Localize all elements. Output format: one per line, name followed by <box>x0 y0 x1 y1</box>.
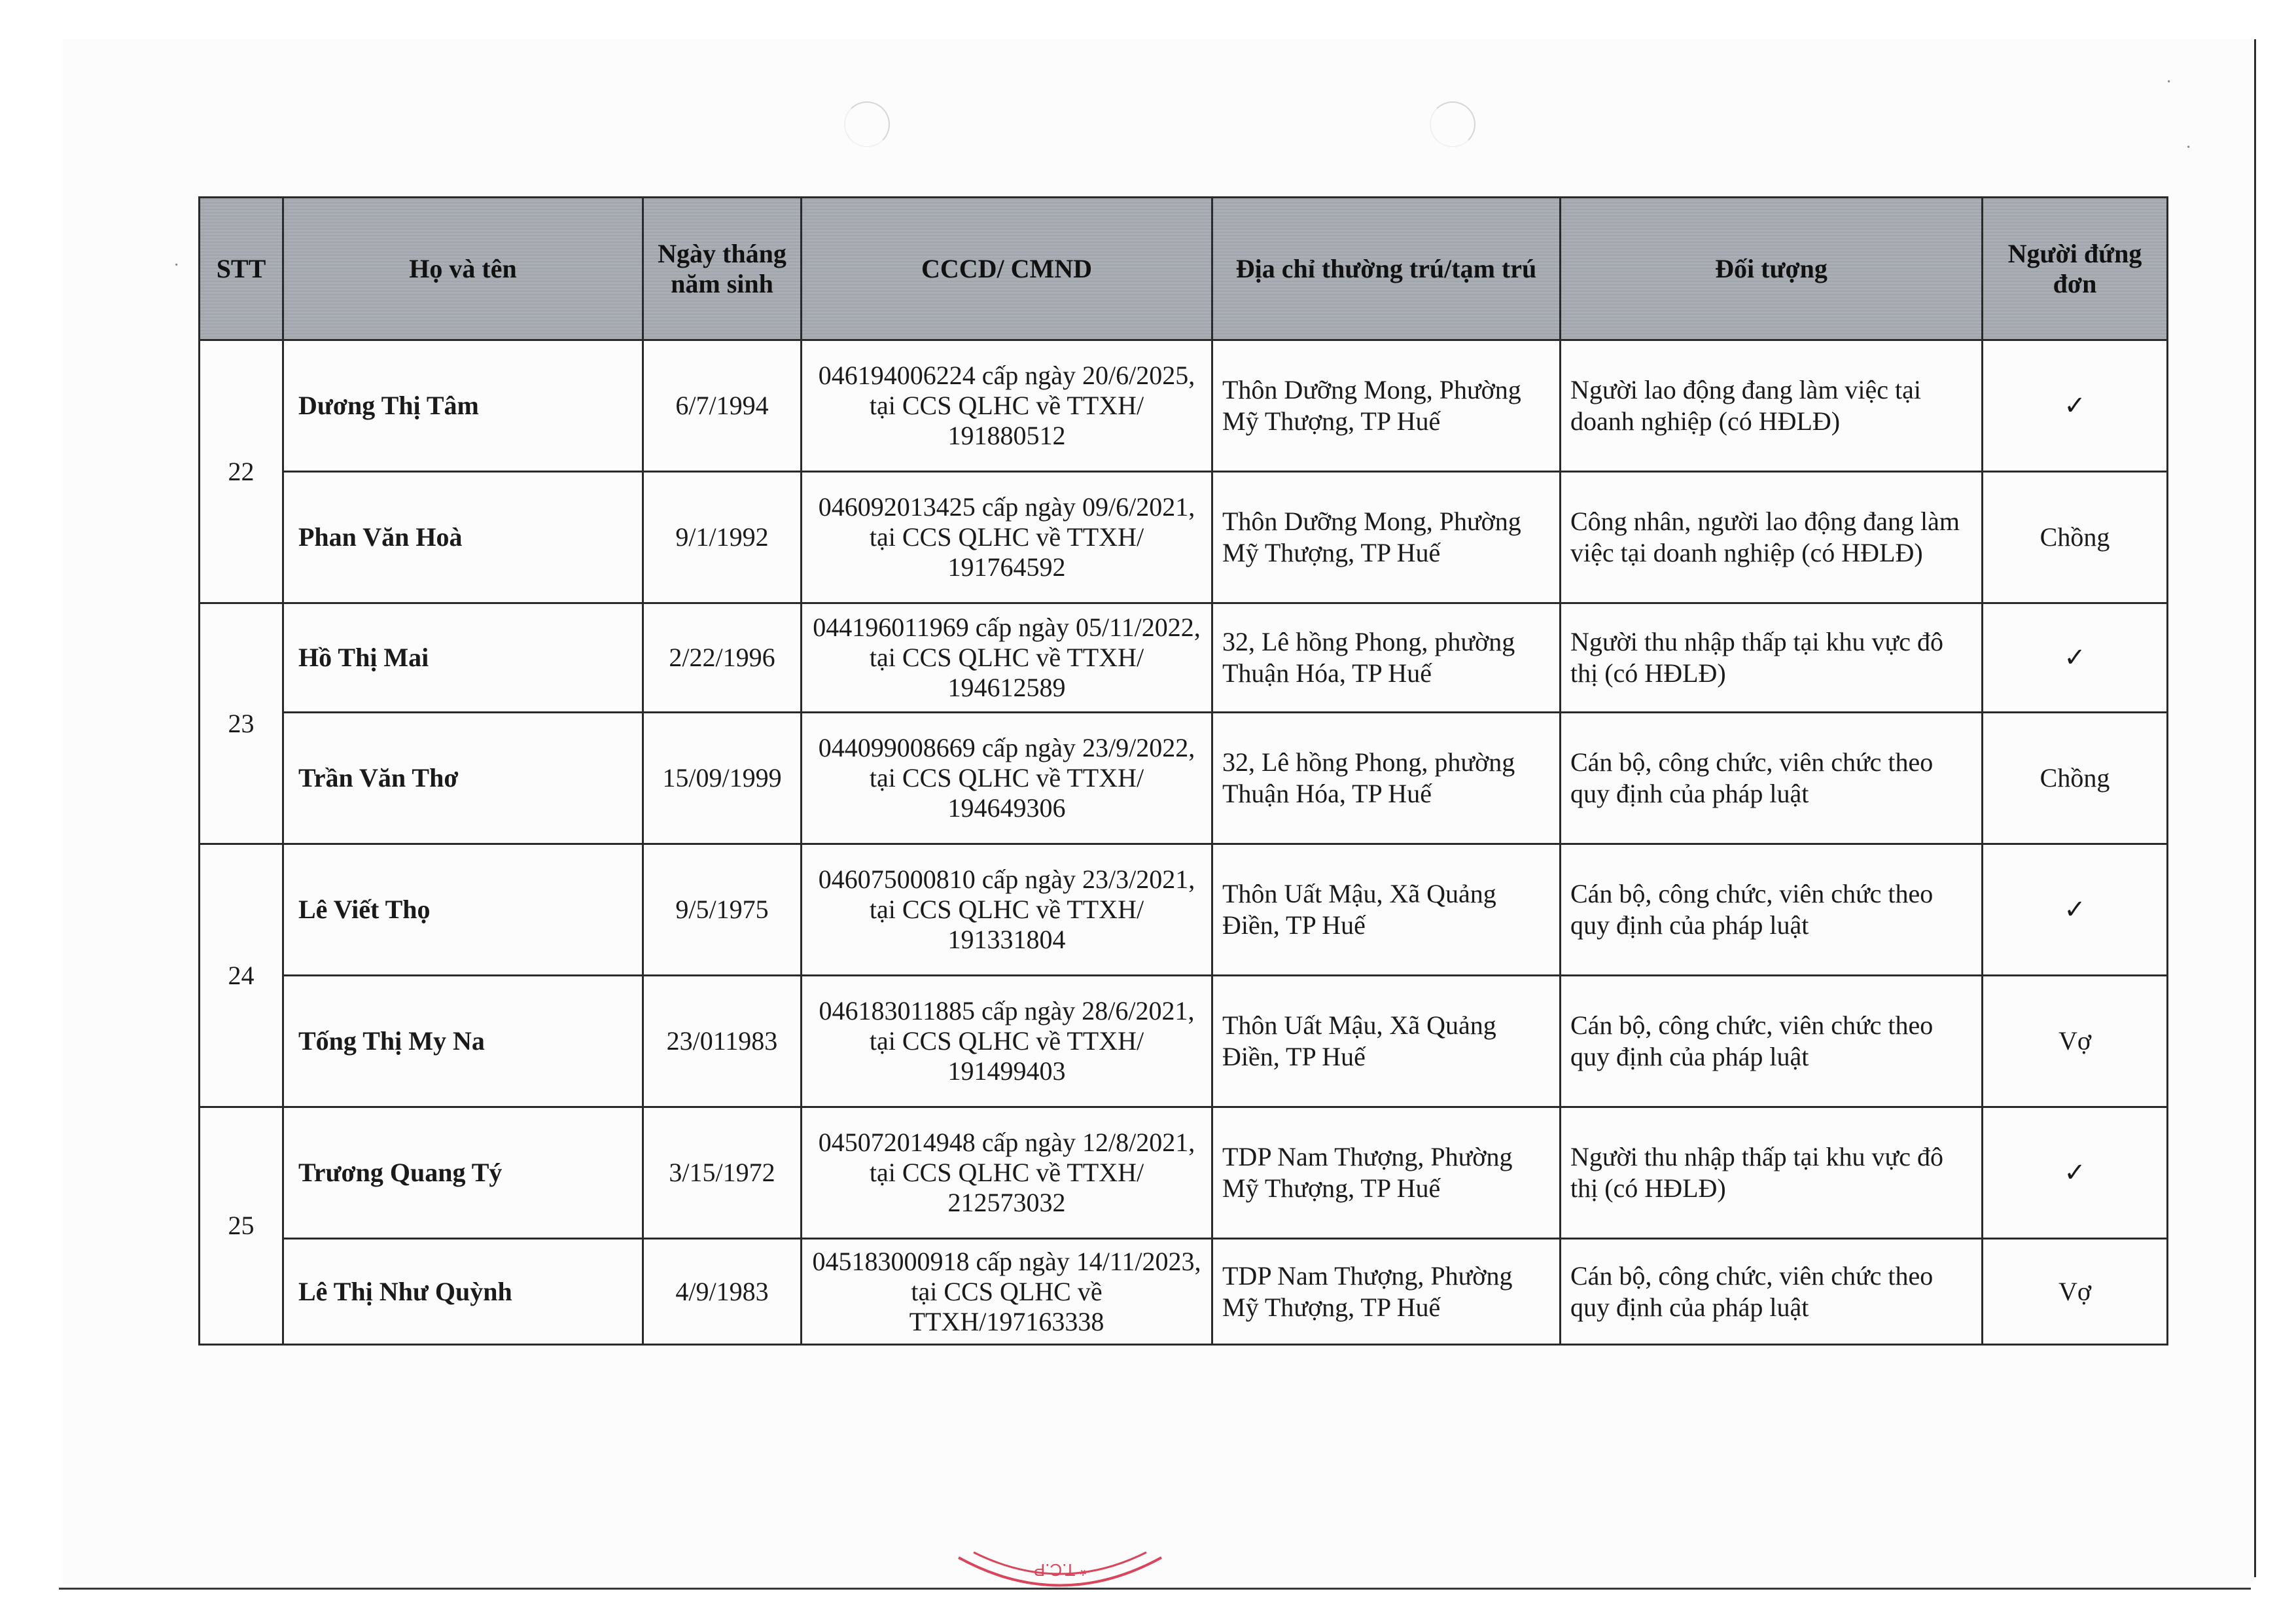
punch-hole-left <box>844 101 890 147</box>
person-dob: 9/5/1975 <box>643 844 802 976</box>
stamp-text: * T.C.P <box>1033 1560 1087 1580</box>
header-address: Địa chỉ thường trú/tạm trú <box>1212 198 1561 340</box>
scan-speck: · <box>2185 137 2192 158</box>
person-dob: 4/9/1983 <box>643 1239 802 1345</box>
row-stt: 25 <box>200 1107 283 1345</box>
applicant-check-mark: ✓ <box>1983 603 2168 713</box>
person-category: Cán bộ, công chức, viên chức theo quy định của pháp luật <box>1561 1239 1983 1345</box>
person-id: 046183011885 cấp ngày 28/6/2021, tại CCS QLHC về TTXH/ 191499403 <box>802 976 1212 1107</box>
person-address: Thôn Dưỡng Mong, Phường Mỹ Thượng, TP Huế <box>1212 340 1561 472</box>
person-address: TDP Nam Thượng, Phường Mỹ Thượng, TP Huế <box>1212 1239 1561 1345</box>
person-dob: 3/15/1972 <box>643 1107 802 1239</box>
person-id: 046092013425 cấp ngày 09/6/2021, tại CCS QLHC về TTXH/ 191764592 <box>802 472 1212 603</box>
table-row <box>200 976 2168 1107</box>
applicant-relation: Chồng <box>1983 472 2168 603</box>
person-id: 044099008669 cấp ngày 23/9/2022, tại CCS QLHC về TTXH/ 194649306 <box>802 713 1212 844</box>
header-id: CCCD/ CMND <box>802 198 1212 340</box>
header-category: Đối tượng <box>1561 198 1983 340</box>
person-id: 046194006224 cấp ngày 20/6/2025, tại CCS QLHC về TTXH/ 191880512 <box>802 340 1212 472</box>
person-address: Thôn Dưỡng Mong, Phường Mỹ Thượng, TP Huế <box>1212 472 1561 603</box>
scan-speck: · <box>173 255 180 276</box>
header-dob: Ngày tháng năm sinh <box>643 198 802 340</box>
official-stamp-fragment <box>955 1551 1165 1596</box>
page-edge-line <box>2254 39 2256 1577</box>
person-category: Người thu nhập thấp tại khu vực đô thị (có HĐLĐ) <box>1561 1107 1983 1239</box>
person-name: Lê Viết Thọ <box>283 844 643 976</box>
person-category: Công nhân, người lao động đang làm việc tại doanh nghiệp (có HĐLĐ) <box>1561 472 1983 603</box>
person-name: Lê Thị Như Quỳnh <box>283 1239 643 1345</box>
person-category: Người thu nhập thấp tại khu vực đô thị (có HĐLĐ) <box>1561 603 1983 713</box>
table-row <box>200 844 2168 976</box>
person-dob: 2/22/1996 <box>643 603 802 713</box>
person-dob: 6/7/1994 <box>643 340 802 472</box>
header-name: Họ và tên <box>283 198 643 340</box>
person-address: 32, Lê hồng Phong, phường Thuận Hóa, TP Huế <box>1212 713 1561 844</box>
table-row <box>200 1239 2168 1345</box>
row-stt: 23 <box>200 603 283 844</box>
header-stt: STT <box>200 198 283 340</box>
person-name: Hồ Thị Mai <box>283 603 643 713</box>
person-category: Cán bộ, công chức, viên chức theo quy định của pháp luật <box>1561 844 1983 976</box>
person-name: Trương Quang Tý <box>283 1107 643 1239</box>
applicant-check-mark: ✓ <box>1983 1107 2168 1239</box>
person-id: 045183000918 cấp ngày 14/11/2023, tại CCS QLHC về TTXH/197163338 <box>802 1239 1212 1345</box>
applicant-relation: Vợ <box>1983 1239 2168 1345</box>
applicant-relation: Chồng <box>1983 713 2168 844</box>
person-address: TDP Nam Thượng, Phường Mỹ Thượng, TP Huế <box>1212 1107 1561 1239</box>
person-category: Cán bộ, công chức, viên chức theo quy định của pháp luật <box>1561 713 1983 844</box>
person-category: Cán bộ, công chức, viên chức theo quy định của pháp luật <box>1561 976 1983 1107</box>
row-stt: 22 <box>200 340 283 603</box>
scan-speck: · <box>2166 72 2172 92</box>
person-id: 045072014948 cấp ngày 12/8/2021, tại CCS QLHC về TTXH/ 212573032 <box>802 1107 1212 1239</box>
person-id: 044196011969 cấp ngày 05/11/2022, tại CCS QLHC về TTXH/ 194612589 <box>802 603 1212 713</box>
row-stt: 24 <box>200 844 283 1107</box>
table-row <box>200 603 2168 713</box>
person-address: 32, Lê hồng Phong, phường Thuận Hóa, TP Huế <box>1212 603 1561 713</box>
table-row <box>200 713 2168 844</box>
person-name: Dương Thị Tâm <box>283 340 643 472</box>
person-name: Phan Văn Hoà <box>283 472 643 603</box>
person-name: Tống Thị My Na <box>283 976 643 1107</box>
applicant-check-mark: ✓ <box>1983 844 2168 976</box>
table-row <box>200 1107 2168 1239</box>
table-row <box>200 340 2168 472</box>
applicant-check-mark: ✓ <box>1983 340 2168 472</box>
person-name: Trần Văn Thơ <box>283 713 643 844</box>
person-dob: 15/09/1999 <box>643 713 802 844</box>
person-address: Thôn Uất Mậu, Xã Quảng Điền, TP Huế <box>1212 844 1561 976</box>
punch-hole-right <box>1430 101 1475 147</box>
table-header-row <box>200 198 2168 340</box>
applicant-table <box>198 196 2168 1346</box>
applicant-relation: Vợ <box>1983 976 2168 1107</box>
person-address: Thôn Uất Mậu, Xã Quảng Điền, TP Huế <box>1212 976 1561 1107</box>
person-category: Người lao động đang làm việc tại doanh nghiệp (có HĐLĐ) <box>1561 340 1983 472</box>
header-applicant: Người đứng đơn <box>1983 198 2168 340</box>
person-dob: 23/011983 <box>643 976 802 1107</box>
person-id: 046075000810 cấp ngày 23/3/2021, tại CCS QLHC về TTXH/ 191331804 <box>802 844 1212 976</box>
person-dob: 9/1/1992 <box>643 472 802 603</box>
table-row <box>200 472 2168 603</box>
